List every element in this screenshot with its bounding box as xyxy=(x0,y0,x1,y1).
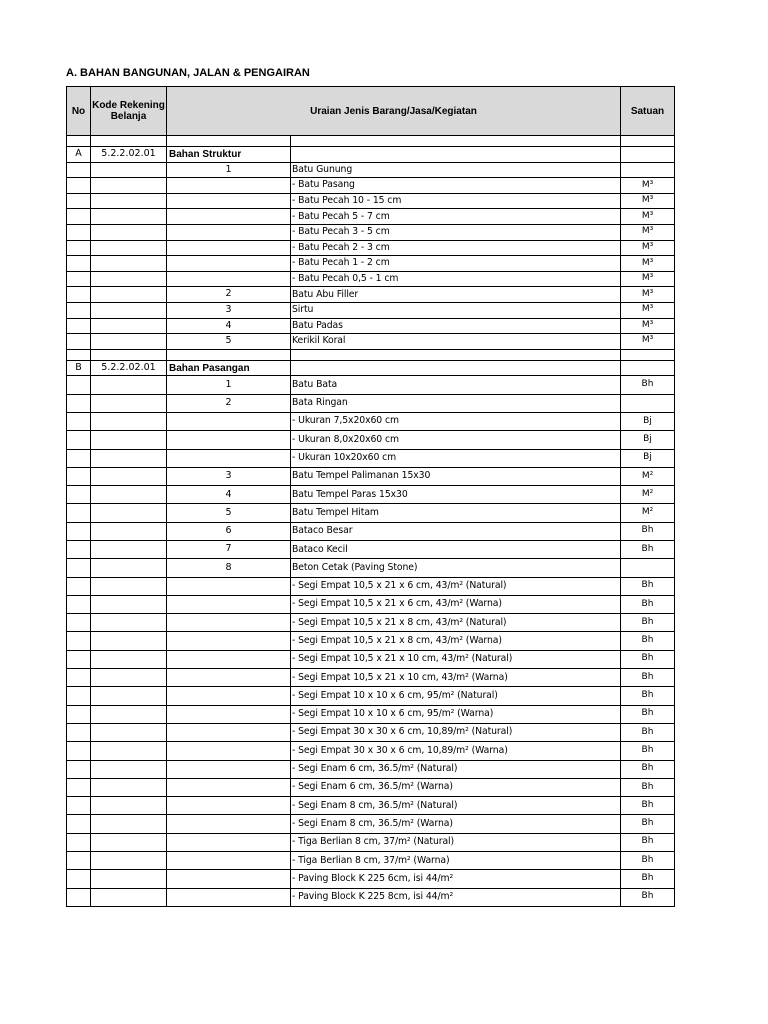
item-unit: Bh xyxy=(621,742,675,760)
item-unit: M² xyxy=(621,504,675,522)
item-number xyxy=(167,778,291,796)
item-unit: Bh xyxy=(621,888,675,906)
empty-cell xyxy=(67,852,91,870)
item-description: - Segi Empat 10,5 x 21 x 10 cm, 43/m² (Natural) xyxy=(291,650,621,668)
empty-cell xyxy=(67,431,91,449)
item-description: Batu Tempel Hitam xyxy=(291,504,621,522)
item-unit: M³ xyxy=(621,240,675,256)
item-description: - Ukuran 10x20x60 cm xyxy=(291,449,621,467)
item-unit: Bh xyxy=(621,870,675,888)
empty-cell xyxy=(621,360,675,376)
empty-cell xyxy=(91,449,167,467)
item-description: - Paving Block K 225 6cm, isi 44/m² xyxy=(291,870,621,888)
item-description: - Segi Empat 10,5 x 21 x 8 cm, 43/m² (Natural) xyxy=(291,614,621,632)
table-row xyxy=(67,467,675,485)
item-unit xyxy=(621,559,675,577)
empty-cell xyxy=(67,888,91,906)
item-description: - Segi Enam 8 cm, 36.5/m² (Warna) xyxy=(291,815,621,833)
item-unit: Bh xyxy=(621,540,675,558)
empty-cell xyxy=(67,240,91,256)
item-number xyxy=(167,209,291,225)
table-row xyxy=(67,870,675,888)
item-description: - Segi Empat 10,5 x 21 x 6 cm, 43/m² (Natural) xyxy=(291,577,621,595)
empty-cell xyxy=(91,240,167,256)
empty-cell xyxy=(91,504,167,522)
item-number xyxy=(167,271,291,287)
empty-cell xyxy=(291,360,621,376)
item-description: Bata Ringan xyxy=(291,394,621,412)
item-number xyxy=(167,742,291,760)
empty-cell xyxy=(291,147,621,163)
page-title: A. BAHAN BANGUNAN, JALAN & PENGAIRAN xyxy=(66,67,310,79)
item-description: - Segi Empat 10 x 10 x 6 cm, 95/m² (Natural) xyxy=(291,687,621,705)
item-unit xyxy=(621,162,675,178)
table-row xyxy=(67,318,675,334)
empty-cell xyxy=(91,723,167,741)
item-number xyxy=(167,178,291,194)
item-description: - Tiga Berlian 8 cm, 37/m² (Warna) xyxy=(291,852,621,870)
empty-cell xyxy=(67,669,91,687)
item-unit: Bh xyxy=(621,687,675,705)
empty-cell xyxy=(91,705,167,723)
item-description: Beton Cetak (Paving Stone) xyxy=(291,559,621,577)
item-unit: Bh xyxy=(621,778,675,796)
item-number: 2 xyxy=(167,287,291,303)
item-description: - Batu Pecah 5 - 7 cm xyxy=(291,209,621,225)
empty-cell xyxy=(91,852,167,870)
spacer-row xyxy=(67,136,675,147)
item-number xyxy=(167,833,291,851)
item-unit: M³ xyxy=(621,302,675,318)
table-row xyxy=(67,178,675,194)
item-unit: Bh xyxy=(621,614,675,632)
empty-cell xyxy=(67,224,91,240)
item-unit: Bh xyxy=(621,522,675,540)
item-number xyxy=(167,224,291,240)
item-description: - Segi Empat 10,5 x 21 x 6 cm, 43/m² (Warna) xyxy=(291,595,621,613)
empty-cell xyxy=(621,147,675,163)
item-number: 4 xyxy=(167,318,291,334)
item-number xyxy=(167,723,291,741)
item-number: 1 xyxy=(167,376,291,394)
item-number xyxy=(167,852,291,870)
empty-cell xyxy=(621,136,675,147)
item-number xyxy=(167,240,291,256)
table-row xyxy=(67,687,675,705)
table-row xyxy=(67,334,675,350)
item-description: Bataco Kecil xyxy=(291,540,621,558)
empty-cell xyxy=(91,318,167,334)
empty-cell xyxy=(91,431,167,449)
item-number: 3 xyxy=(167,302,291,318)
item-unit: Bh xyxy=(621,650,675,668)
empty-cell xyxy=(67,256,91,272)
empty-cell xyxy=(67,334,91,350)
empty-cell xyxy=(67,815,91,833)
item-description: Batu Tempel Paras 15x30 xyxy=(291,486,621,504)
table-row xyxy=(67,240,675,256)
table-row xyxy=(67,815,675,833)
table-row xyxy=(67,723,675,741)
item-unit: Bh xyxy=(621,595,675,613)
table-row xyxy=(67,559,675,577)
empty-cell xyxy=(91,162,167,178)
item-description: Batu Bata xyxy=(291,376,621,394)
empty-cell xyxy=(67,614,91,632)
empty-cell xyxy=(91,467,167,485)
spacer-row xyxy=(67,349,675,360)
item-unit: Bh xyxy=(621,760,675,778)
table-row xyxy=(67,540,675,558)
table-row xyxy=(67,852,675,870)
item-description: - Ukuran 7,5x20x60 cm xyxy=(291,412,621,430)
item-description: Batu Abu Filler xyxy=(291,287,621,303)
table-row xyxy=(67,669,675,687)
item-unit: M² xyxy=(621,467,675,485)
empty-cell xyxy=(67,318,91,334)
header-kode: Kode Rekening Belanja xyxy=(91,87,167,136)
table-row xyxy=(67,394,675,412)
empty-cell xyxy=(67,209,91,225)
item-number xyxy=(167,815,291,833)
item-description: - Batu Pasang xyxy=(291,178,621,194)
item-unit: Bh xyxy=(621,669,675,687)
item-number xyxy=(167,760,291,778)
empty-cell xyxy=(67,412,91,430)
section-letter: B xyxy=(67,360,91,376)
section-name: Bahan Struktur xyxy=(167,147,291,163)
item-description: - Batu Pecah 0,5 - 1 cm xyxy=(291,271,621,287)
table-row xyxy=(67,760,675,778)
empty-cell xyxy=(67,178,91,194)
item-unit: Bh xyxy=(621,815,675,833)
item-description: Batu Tempel Palimanan 15x30 xyxy=(291,467,621,485)
empty-cell xyxy=(91,559,167,577)
empty-cell xyxy=(91,209,167,225)
empty-cell xyxy=(67,349,91,360)
item-description: Kerikil Koral xyxy=(291,334,621,350)
item-description: - Segi Empat 10,5 x 21 x 8 cm, 43/m² (Warna) xyxy=(291,632,621,650)
table-body xyxy=(67,136,675,907)
table-row xyxy=(67,742,675,760)
item-unit: Bh xyxy=(621,797,675,815)
table-row xyxy=(67,376,675,394)
header-satuan: Satuan xyxy=(621,87,675,136)
empty-cell xyxy=(91,687,167,705)
item-unit: Bj xyxy=(621,449,675,467)
item-unit: Bh xyxy=(621,376,675,394)
empty-cell xyxy=(67,193,91,209)
table-row xyxy=(67,209,675,225)
empty-cell xyxy=(67,760,91,778)
item-unit: Bj xyxy=(621,431,675,449)
empty-cell xyxy=(91,486,167,504)
empty-cell xyxy=(67,778,91,796)
empty-cell xyxy=(167,136,291,147)
empty-cell xyxy=(91,614,167,632)
item-number: 6 xyxy=(167,522,291,540)
item-number xyxy=(167,256,291,272)
item-description: - Batu Pecah 10 - 15 cm xyxy=(291,193,621,209)
table-row xyxy=(67,504,675,522)
item-unit: Bh xyxy=(621,833,675,851)
item-number xyxy=(167,449,291,467)
empty-cell xyxy=(91,540,167,558)
table-row xyxy=(67,412,675,430)
account-code: 5.2.2.02.01 xyxy=(91,147,167,163)
empty-cell xyxy=(91,778,167,796)
item-number xyxy=(167,650,291,668)
empty-cell xyxy=(67,687,91,705)
table-row xyxy=(67,256,675,272)
empty-cell xyxy=(67,595,91,613)
empty-cell xyxy=(91,412,167,430)
table-row xyxy=(67,650,675,668)
item-number xyxy=(167,577,291,595)
item-unit: Bh xyxy=(621,723,675,741)
empty-cell xyxy=(67,833,91,851)
table-row xyxy=(67,833,675,851)
empty-cell xyxy=(91,271,167,287)
empty-cell xyxy=(67,302,91,318)
empty-cell xyxy=(91,522,167,540)
item-description: - Tiga Berlian 8 cm, 37/m² (Natural) xyxy=(291,833,621,851)
item-description: - Batu Pecah 3 - 5 cm xyxy=(291,224,621,240)
empty-cell xyxy=(67,559,91,577)
empty-cell xyxy=(67,136,91,147)
item-description: - Segi Enam 6 cm, 36.5/m² (Natural) xyxy=(291,760,621,778)
item-unit: Bj xyxy=(621,412,675,430)
table-row xyxy=(67,271,675,287)
empty-cell xyxy=(91,833,167,851)
section-letter: A xyxy=(67,147,91,163)
item-unit: Bh xyxy=(621,577,675,595)
item-unit: M³ xyxy=(621,334,675,350)
item-number xyxy=(167,614,291,632)
empty-cell xyxy=(67,504,91,522)
section-name: Bahan Pasangan xyxy=(167,360,291,376)
item-description: - Segi Empat 10,5 x 21 x 10 cm, 43/m² (Warna) xyxy=(291,669,621,687)
empty-cell xyxy=(91,632,167,650)
empty-cell xyxy=(67,271,91,287)
item-description: - Segi Enam 6 cm, 36.5/m² (Warna) xyxy=(291,778,621,796)
table-row xyxy=(67,287,675,303)
item-unit: Bh xyxy=(621,852,675,870)
empty-cell xyxy=(67,449,91,467)
empty-cell xyxy=(91,797,167,815)
empty-cell xyxy=(67,797,91,815)
empty-cell xyxy=(91,256,167,272)
item-number xyxy=(167,705,291,723)
item-number xyxy=(167,431,291,449)
item-description: - Ukuran 8,0x20x60 cm xyxy=(291,431,621,449)
empty-cell xyxy=(91,136,167,147)
item-number xyxy=(167,595,291,613)
table-row xyxy=(67,632,675,650)
item-description: Bataco Besar xyxy=(291,522,621,540)
item-unit xyxy=(621,394,675,412)
table-row xyxy=(67,162,675,178)
empty-cell xyxy=(91,193,167,209)
table-row xyxy=(67,888,675,906)
item-unit: M³ xyxy=(621,224,675,240)
table-row xyxy=(67,224,675,240)
item-unit: M³ xyxy=(621,318,675,334)
item-number: 3 xyxy=(167,467,291,485)
item-unit: M² xyxy=(621,486,675,504)
item-unit: M³ xyxy=(621,193,675,209)
table-row xyxy=(67,577,675,595)
empty-cell xyxy=(91,287,167,303)
item-unit: M³ xyxy=(621,178,675,194)
empty-cell xyxy=(91,760,167,778)
empty-cell xyxy=(67,870,91,888)
item-description: - Batu Pecah 2 - 3 cm xyxy=(291,240,621,256)
item-number xyxy=(167,870,291,888)
empty-cell xyxy=(291,136,621,147)
account-code: 5.2.2.02.01 xyxy=(91,360,167,376)
item-number xyxy=(167,669,291,687)
item-number xyxy=(167,632,291,650)
empty-cell xyxy=(67,287,91,303)
item-number: 4 xyxy=(167,486,291,504)
table-row xyxy=(67,449,675,467)
empty-cell xyxy=(621,349,675,360)
table-row xyxy=(67,778,675,796)
item-description: Batu Gunung xyxy=(291,162,621,178)
item-unit: M³ xyxy=(621,256,675,272)
table-row xyxy=(67,595,675,613)
empty-cell xyxy=(91,888,167,906)
table-row xyxy=(67,614,675,632)
table-row xyxy=(67,486,675,504)
empty-cell xyxy=(91,595,167,613)
item-description: - Batu Pecah 1 - 2 cm xyxy=(291,256,621,272)
empty-cell xyxy=(67,742,91,760)
item-description: Batu Padas xyxy=(291,318,621,334)
table-row xyxy=(67,522,675,540)
item-number: 5 xyxy=(167,334,291,350)
table-row xyxy=(67,193,675,209)
item-number: 7 xyxy=(167,540,291,558)
table-row xyxy=(67,705,675,723)
item-number: 1 xyxy=(167,162,291,178)
empty-cell xyxy=(67,376,91,394)
item-number: 2 xyxy=(167,394,291,412)
price-table xyxy=(66,86,675,907)
empty-cell xyxy=(67,486,91,504)
empty-cell xyxy=(91,349,167,360)
empty-cell xyxy=(91,376,167,394)
empty-cell xyxy=(67,705,91,723)
header-uraian: Uraian Jenis Barang/Jasa/Kegiatan xyxy=(167,87,621,136)
item-number xyxy=(167,888,291,906)
empty-cell xyxy=(91,815,167,833)
empty-cell xyxy=(67,467,91,485)
empty-cell xyxy=(91,394,167,412)
empty-cell xyxy=(167,349,291,360)
item-number xyxy=(167,687,291,705)
item-unit: M³ xyxy=(621,209,675,225)
empty-cell xyxy=(67,162,91,178)
empty-cell xyxy=(67,522,91,540)
section-header-row xyxy=(67,360,675,376)
item-unit: M³ xyxy=(621,287,675,303)
item-number xyxy=(167,797,291,815)
item-description: - Paving Block K 225 8cm, isi 44/m² xyxy=(291,888,621,906)
empty-cell xyxy=(67,394,91,412)
empty-cell xyxy=(91,870,167,888)
item-number: 8 xyxy=(167,559,291,577)
item-description: - Segi Empat 30 x 30 x 6 cm, 10,89/m² (Warna) xyxy=(291,742,621,760)
item-number xyxy=(167,193,291,209)
empty-cell xyxy=(91,650,167,668)
empty-cell xyxy=(67,577,91,595)
empty-cell xyxy=(91,742,167,760)
item-description: - Segi Empat 30 x 30 x 6 cm, 10,89/m² (Natural) xyxy=(291,723,621,741)
empty-cell xyxy=(291,349,621,360)
item-description: - Segi Enam 8 cm, 36.5/m² (Natural) xyxy=(291,797,621,815)
empty-cell xyxy=(91,302,167,318)
table-row xyxy=(67,797,675,815)
empty-cell xyxy=(91,224,167,240)
empty-cell xyxy=(67,632,91,650)
item-number xyxy=(167,412,291,430)
section-header-row xyxy=(67,147,675,163)
empty-cell xyxy=(67,723,91,741)
item-number: 5 xyxy=(167,504,291,522)
empty-cell xyxy=(91,178,167,194)
table-row xyxy=(67,302,675,318)
table-row xyxy=(67,431,675,449)
item-unit: Bh xyxy=(621,705,675,723)
item-description: - Segi Empat 10 x 10 x 6 cm, 95/m² (Warna) xyxy=(291,705,621,723)
empty-cell xyxy=(67,540,91,558)
item-description: Sirtu xyxy=(291,302,621,318)
item-unit: Bh xyxy=(621,632,675,650)
table-header-row xyxy=(67,87,675,136)
item-unit: M³ xyxy=(621,271,675,287)
empty-cell xyxy=(67,650,91,668)
header-no: No xyxy=(67,87,91,136)
empty-cell xyxy=(91,669,167,687)
empty-cell xyxy=(91,334,167,350)
empty-cell xyxy=(91,577,167,595)
